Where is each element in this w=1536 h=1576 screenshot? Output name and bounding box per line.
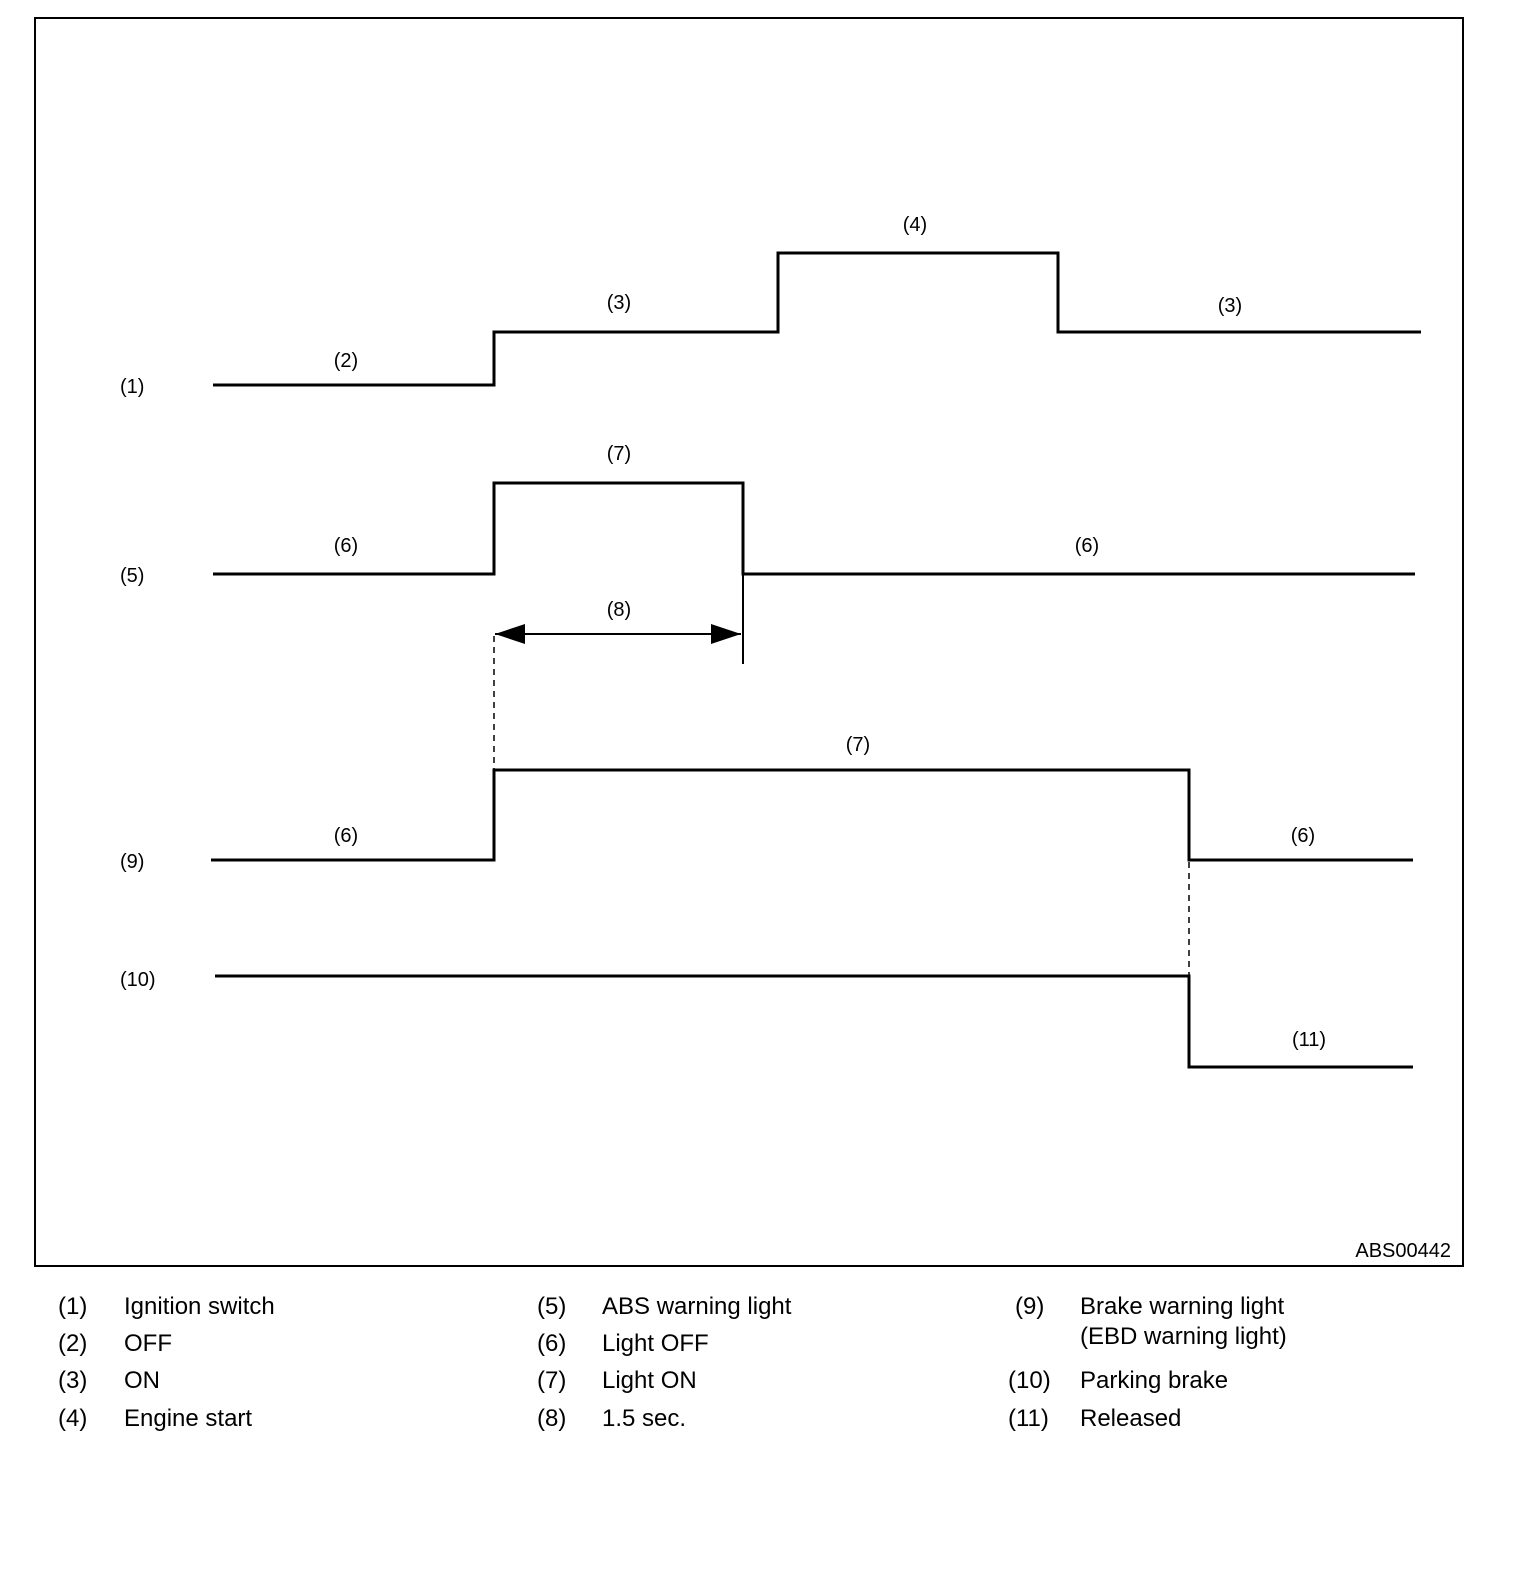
figure-frame [35,18,1463,1266]
legend-text: Parking brake [1080,1367,1229,1394]
state-label-engine-start: (4) [902,214,928,236]
parking-brake-waveform [215,976,1413,1067]
legend-number: (6) [537,1330,567,1357]
brake-warning-light-waveform [211,770,1413,860]
legend-text: Light ON [602,1367,697,1394]
legend-text: Engine start [124,1405,253,1432]
legend-number: (11) [1008,1405,1049,1432]
duration-label: (8) [606,599,632,621]
legend-number: (9) [1015,1293,1045,1320]
legend-text: Released [1080,1405,1182,1432]
legend-text: Brake warning light [1080,1293,1285,1320]
legend-text: 1.5 sec. [602,1405,687,1432]
signal-label-brake: (9) [120,851,145,873]
legend-number: (4) [58,1405,88,1432]
legend-text: Light OFF [602,1330,709,1357]
ignition-switch-waveform [213,253,1421,385]
legend-text: ABS warning light [602,1293,792,1320]
legend-text: Ignition switch [124,1293,275,1320]
state-label-on-1: (3) [606,292,632,314]
legend [0,1292,1536,1452]
legend-text: OFF [124,1330,172,1357]
state-label-brake-off-1: (6) [333,825,359,847]
legend-number: (8) [537,1405,567,1432]
state-label-on-2: (3) [1217,295,1243,317]
abs-warning-light-waveform [213,483,1415,574]
legend-number: (10) [1008,1367,1051,1394]
legend-number: (5) [537,1293,567,1320]
signal-label-ignition: (1) [120,376,145,398]
signal-label-abs: (5) [120,565,145,587]
legend-number: (7) [537,1367,567,1394]
state-label-abs-on: (7) [606,443,632,465]
state-label-abs-off-1: (6) [333,535,359,557]
state-label-abs-off-2: (6) [1074,535,1100,557]
state-label-released: (11) [1291,1029,1327,1051]
state-label-off: (2) [333,350,359,372]
legend-text-line-2: (EBD warning light) [1080,1323,1287,1350]
legend-text: ON [124,1367,160,1394]
state-label-brake-off-2: (6) [1290,825,1316,847]
signal-label-parking: (10) [120,969,156,991]
figure-code: ABS00442 [1355,1240,1451,1262]
state-label-brake-on: (7) [845,734,871,756]
legend-number: (3) [58,1367,88,1394]
legend-number: (2) [58,1330,88,1357]
legend-number: (1) [58,1293,88,1320]
